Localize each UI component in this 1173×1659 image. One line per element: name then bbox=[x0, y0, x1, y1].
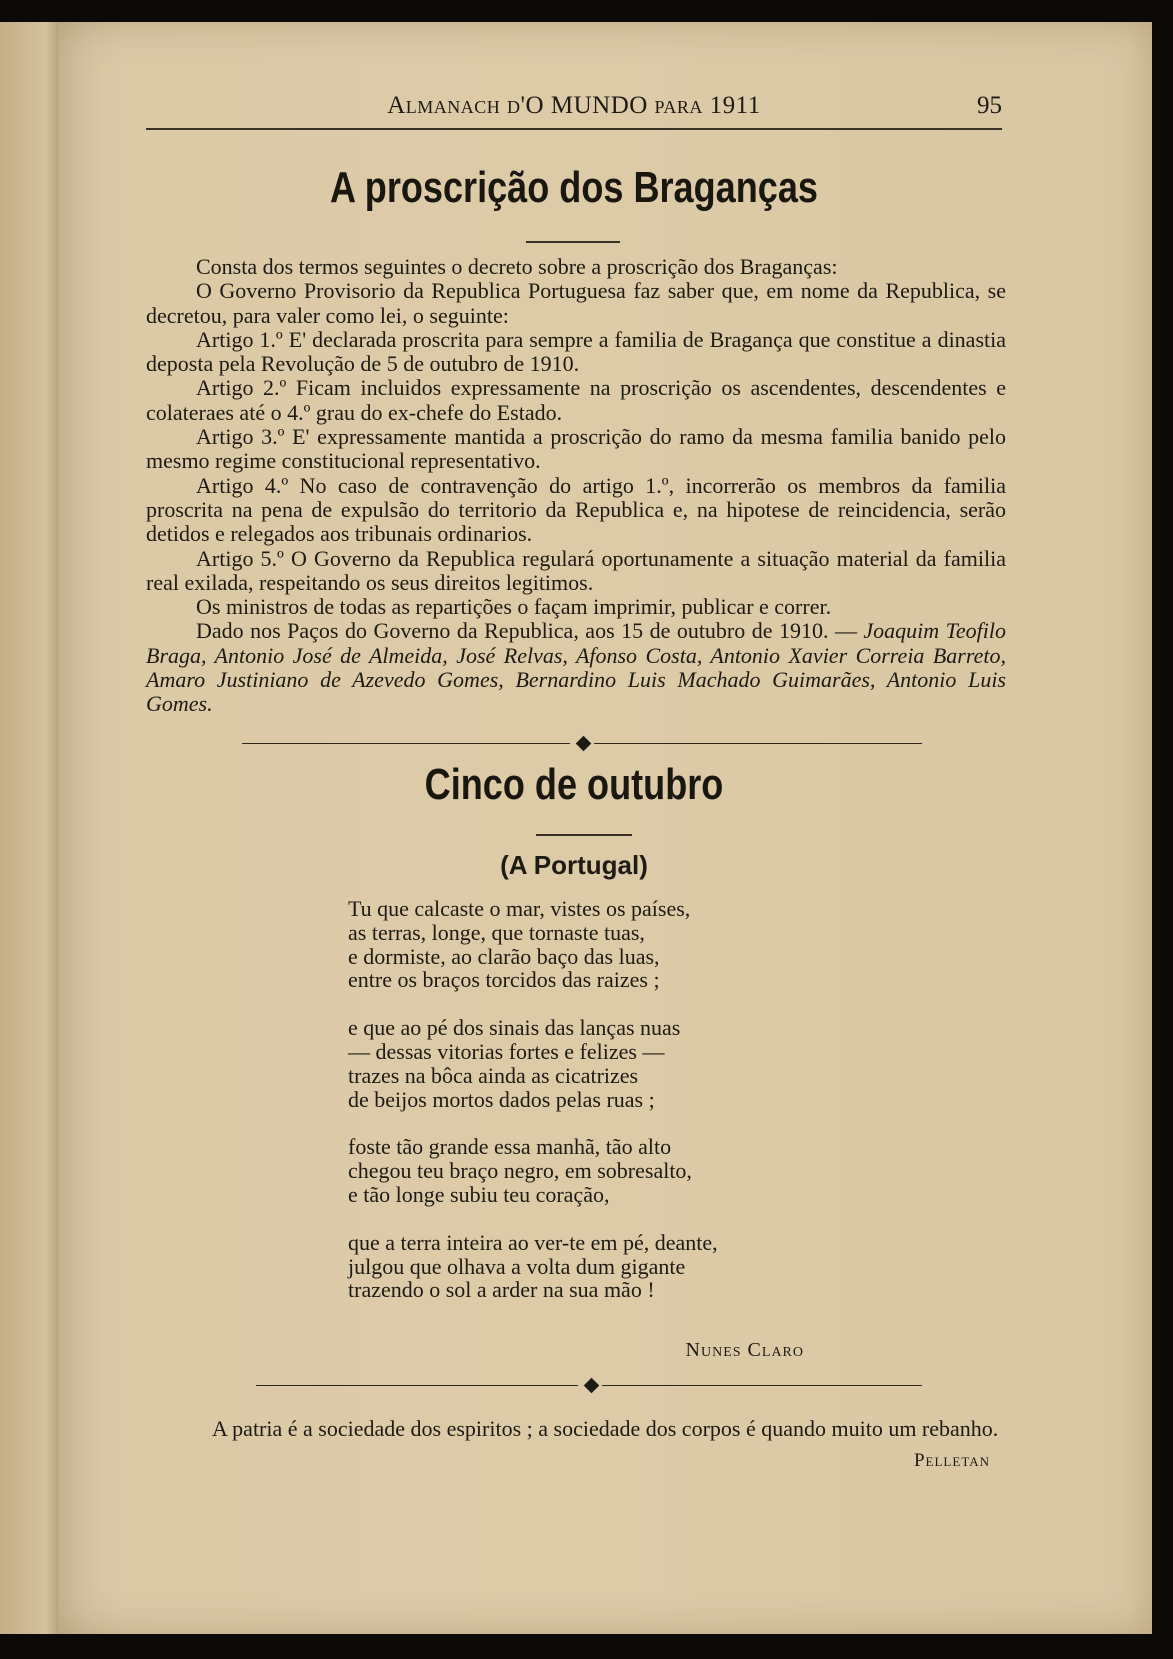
epigraph-author: Pelletan bbox=[913, 1450, 990, 1471]
poem-line: e tão longe subiu teu coração, bbox=[348, 1181, 610, 1207]
stanza bbox=[348, 1231, 868, 1302]
decree-date-line: Dado nos Paços do Governo da Republica, aos 15 de outubro de 1910. — bbox=[196, 618, 864, 644]
decree-article-4: Artigo 4.º No caso de contravenção do artigo 1.º, incorrerão os membros da familia proscrita na pena de expulsão do territorio da Republica e, na hipotese de reincidencia, serão detidos e relegados aos tribunais ordinarios. bbox=[146, 472, 1006, 547]
decree-article-3: Artigo 3.º E' expressamente mantida a proscrição do ramo da mesma familia banido pelo mesmo regime constitucional representativo. bbox=[146, 424, 1006, 474]
poem-line: trazendo o sol a arder na sua mão ! bbox=[348, 1277, 655, 1303]
epigraph bbox=[164, 1416, 1006, 1442]
decree-article-1: Artigo 1.º E' declarada proscrita para sempre a familia de Bragança que constitue a dinastia deposta pela Revolução de 5 de outubro de 1910. bbox=[146, 326, 1006, 377]
poem-line: e que ao pé dos sinais das lanças nuas bbox=[348, 1015, 681, 1041]
epigraph-text: A patria é a sociedade dos espiritos ; a sociedade dos corpos é quando muito um rebanho. bbox=[212, 1416, 999, 1441]
stanza bbox=[348, 1135, 868, 1206]
stanza bbox=[348, 1016, 868, 1111]
poem-line: trazes na bôca ainda as cicatrizes bbox=[348, 1062, 639, 1088]
running-header bbox=[146, 92, 1002, 130]
poem-subtitle: (A Portugal) bbox=[500, 850, 648, 880]
poem-line: Tu que calcaste o mar, vistes os países, bbox=[348, 896, 691, 921]
decree-text bbox=[146, 255, 1006, 717]
decree-article-5: Artigo 5.º O Governo da Republica regulará oportunamente a situação material da familia real exilada, respeitando os seus direitos legitimos. bbox=[146, 545, 1006, 595]
decree-signatories: Joaquim Teofilo Braga, Antonio José de Almeida, José Relvas, Afonso Costa, Antonio Xavier Correia Barreto, Amaro Justiniano de Azevedo Gomes, Bernardino Luis Machado Guimarães, Antonio Luis Gomes. bbox=[146, 618, 1006, 717]
article-title: A proscrição dos Braganças bbox=[330, 163, 818, 212]
running-title: Almanach d'O MUNDO para 1911 bbox=[387, 92, 761, 119]
poem-line: e dormiste, ao clarão baço das luas, bbox=[348, 943, 660, 969]
poem-line: julgou que olhava a volta dum gigante bbox=[348, 1253, 686, 1279]
poem-author: Nunes Claro bbox=[685, 1339, 804, 1361]
decree-intro: Consta dos termos seguintes o decreto sobre a proscrição dos Braganças: bbox=[196, 254, 838, 279]
poem-title: Cinco de outubro bbox=[424, 760, 724, 809]
section-divider bbox=[242, 734, 922, 754]
stanza bbox=[348, 897, 868, 992]
poem-line: foste tão grande essa manhã, tão alto bbox=[348, 1134, 672, 1160]
poem-line: as terras, longe, que tornaste tuas, bbox=[348, 919, 645, 945]
poem-line: de beijos mortos dados pelas ruas ; bbox=[348, 1086, 655, 1112]
page-number: 95 bbox=[977, 92, 1002, 119]
poem-line: que a terra inteira ao ver-te em pé, deante, bbox=[348, 1229, 718, 1255]
poem bbox=[348, 897, 868, 1326]
decree-paragraph: Os ministros de todas as repartições o façam imprimir, publicar e correr. bbox=[196, 594, 832, 620]
poem-line: — dessas vitorias fortes e felizes — bbox=[348, 1038, 665, 1064]
decree-dated bbox=[146, 619, 1006, 716]
poem-line: entre os braços torcidos das raizes ; bbox=[348, 967, 660, 993]
poem-line: chegou teu braço negro, em sobresalto, bbox=[348, 1158, 692, 1184]
title-rule bbox=[526, 241, 620, 243]
decree-article-2: Artigo 2.º Ficam incluidos expressamente na proscrição os ascendentes, descendentes e colateraes até o 4.º grau do ex-chefe do Estado. bbox=[146, 375, 1006, 425]
poem-title-rule bbox=[536, 834, 632, 836]
section-divider bbox=[256, 1376, 922, 1396]
decree-paragraph: O Governo Provisorio da Republica Portuguesa faz saber que, em nome da Republica, se decretou, para valer como lei, o seguinte: bbox=[146, 278, 1006, 328]
